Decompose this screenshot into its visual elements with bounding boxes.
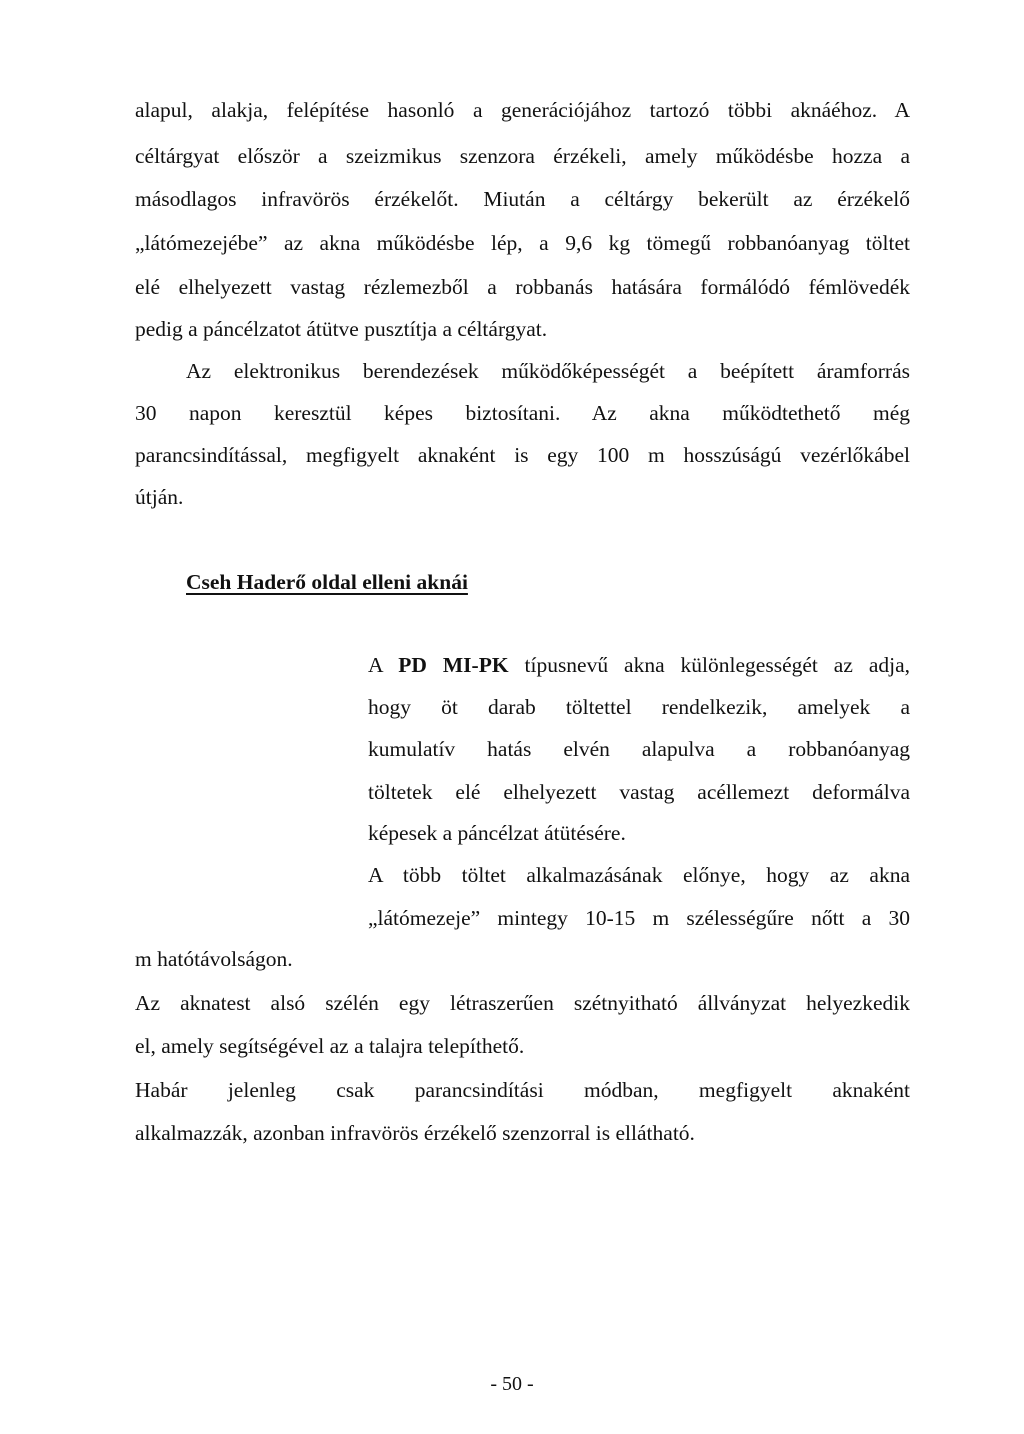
text-line: A több töltet alkalmazásának előnye, hogy az akna [368, 863, 910, 887]
text-line: képesek a páncélzat átütésére. [368, 821, 626, 845]
text-line: céltárgyat először a szeizmikus szenzora érzékeli, amely működésbe hozza a [135, 144, 910, 168]
text-fragment: A [368, 653, 399, 677]
text-line: „látómezeje” mintegy 10-15 m szélességűre nőtt a 30 [368, 906, 910, 930]
text-line: Az elektronikus berendezések működőképességét a beépített áramforrás [186, 359, 910, 383]
text-line: 30 napon keresztül képes biztosítani. Az akna működtethető még [135, 401, 910, 425]
text-line: másodlagos infravörös érzékelőt. Miután a céltárgy bekerült az érzékelő [135, 187, 910, 211]
text-line: alkalmazzák, azonban infravörös érzékelő szenzorral is ellátható. [135, 1121, 695, 1145]
section-heading: Cseh Haderő oldal elleni aknái [186, 570, 468, 594]
page-number: - 50 - [490, 1373, 534, 1395]
text-line: Az aknatest alsó szélén egy létraszerűen szétnyitható állványzat helyezkedik [135, 991, 910, 1015]
text-line: „látómezejébe” az akna működésbe lép, a 9,6 kg tömegű robbanóanyag töltet [135, 231, 910, 255]
text-line: parancsindítással, megfigyelt aknaként is egy 100 m hosszúságú vezérlőkábel [135, 443, 910, 467]
text-fragment: típusnevű akna különlegességét az adja, [508, 653, 911, 677]
text-line: Habár jelenleg csak parancsindítási módban, megfigyelt aknaként [135, 1078, 910, 1102]
text-line: útján. [135, 485, 184, 509]
text-line: hogy öt darab töltettel rendelkezik, amelyek a [368, 695, 910, 719]
text-line: alapul, alakja, felépítése hasonló a generációjához tartozó többi aknáéhoz. A [135, 98, 910, 122]
text-line: m hatótávolságon. [135, 947, 293, 971]
text-line: kumulatív hatás elvén alapulva a robbanóanyag [368, 737, 910, 761]
text-line: elé elhelyezett vastag rézlemezből a robbanás hatására formálódó fémlövedék [135, 275, 910, 299]
text-line [368, 650, 910, 680]
product-designation: PD MI-PK [398, 653, 509, 677]
text-line: pedig a páncélzatot átütve pusztítja a céltárgyat. [135, 317, 548, 341]
text-line: el, amely segítségével az a talajra telepíthető. [135, 1034, 525, 1058]
text-line: töltetek elé elhelyezett vastag acéllemezt deformálva [368, 780, 910, 804]
